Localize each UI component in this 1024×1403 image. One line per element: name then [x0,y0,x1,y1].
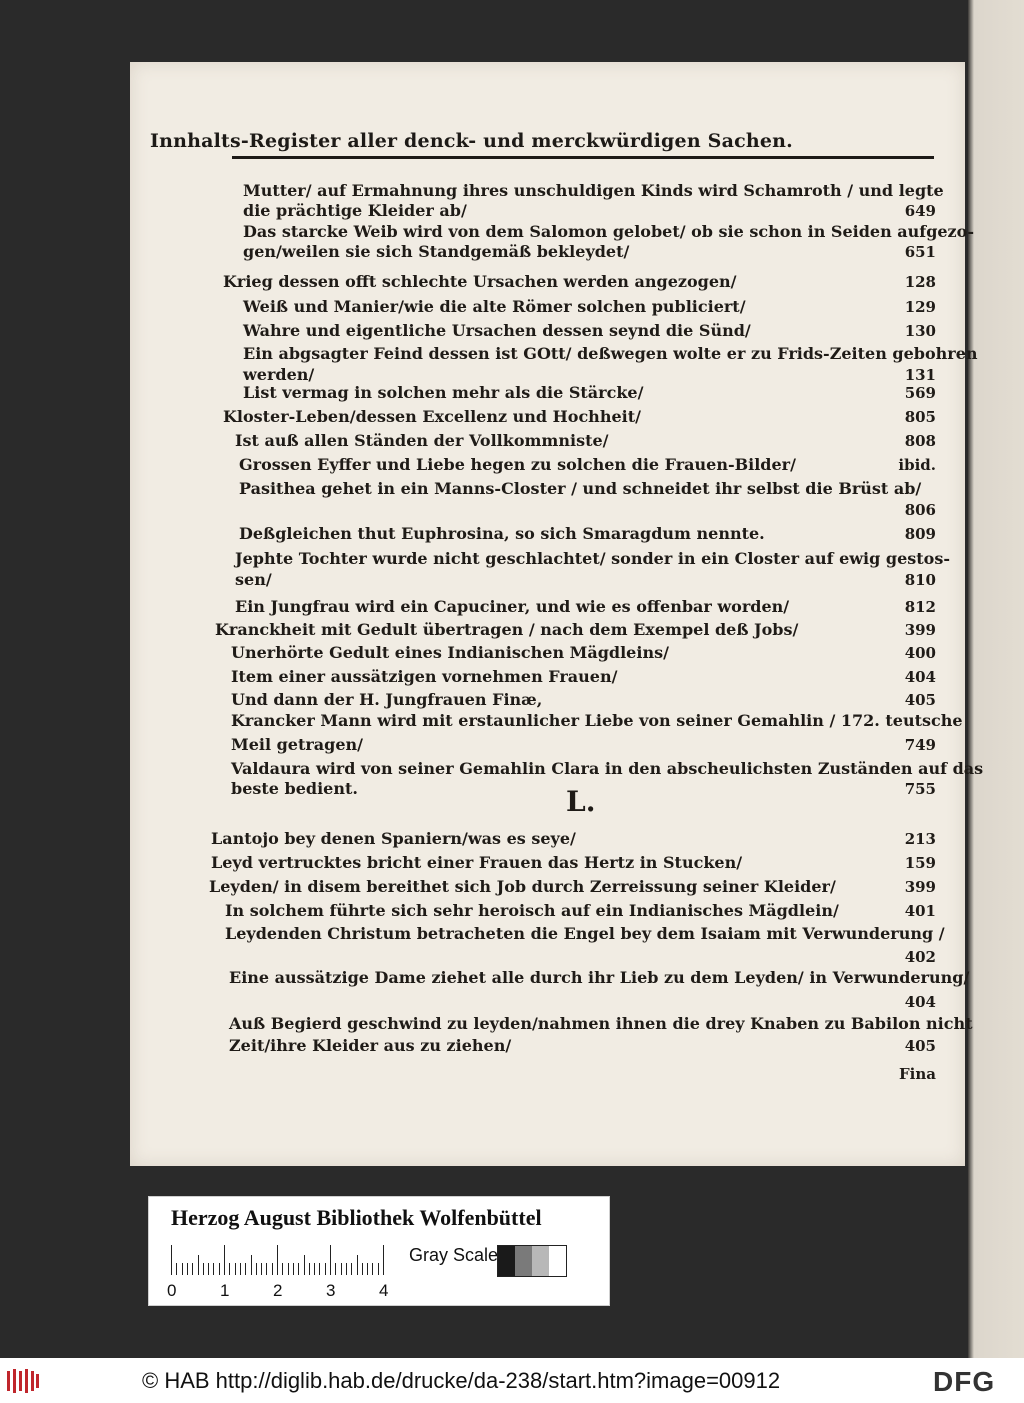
ruler-tick [298,1263,299,1275]
entry-page-number: 399 [904,878,936,896]
entry-page-number: 401 [904,902,936,920]
entry-text: Leyd vertrucktes bricht einer Frauen das Hertz in Stucken/ [211,853,743,872]
entry-page-number: 405 [904,691,936,709]
ruler-tick [372,1263,373,1275]
entry-page-number: 809 [904,525,936,543]
ruler-tick [330,1245,331,1275]
entry-page-number: 129 [904,298,936,316]
entry-page-number: 808 [904,432,936,450]
ruler-tick [182,1263,183,1275]
copyright-url: © HAB http://diglib.hab.de/drucke/da-238/start.htm?image=00912 [142,1368,781,1393]
entry-page-number: 569 [904,384,936,402]
entry-text: Grossen Eyffer und Liebe hegen zu solchen die Frauen-Bilder/ [239,455,796,474]
entry-text: Eine aussätzige Dame ziehet alle durch ihr Lieb zu dem Leyden/ in Verwunderung/ [229,968,970,987]
ruler-tick [224,1245,225,1275]
ruler-tick [341,1263,342,1275]
ruler-tick [203,1263,204,1275]
hab-logo-icon [6,1368,40,1394]
entry-page-number: 404 [904,993,936,1011]
dfg-logo: DFG [933,1366,996,1397]
entry-text: Lantojo bey denen Spaniern/was es seye/ [211,829,576,848]
entry-text: Pasithea gehet in ein Manns-Closter / und schneidet ihr selbst die Brüst ab/ [239,479,922,498]
entry-page-number: 128 [904,273,936,291]
header-rule [232,156,934,159]
entry-page-number: 810 [904,571,936,589]
ruler-tick [277,1245,278,1275]
entry-text: Wahre und eigentliche Ursachen dessen seynd die Sünd/ [243,321,751,340]
entry-text: Weiß und Manier/wie die alte Römer solchen publiciert/ [243,297,746,316]
entry-text: List vermag in solchen mehr als die Stärcke/ [243,383,644,402]
ruler-tick [378,1263,379,1275]
ruler-tick [187,1263,188,1275]
entry-text: Kloster-Leben/dessen Excellenz und Hochheit/ [223,407,641,426]
entry-text: gen/weilen sie sich Standgemäß bekleydet/ [243,242,630,261]
ruler-tick [176,1263,177,1275]
gray-swatch [515,1246,532,1276]
ruler-tick [304,1255,305,1275]
entry-text: Valdaura wird von seiner Gemahlin Clara in den abscheulichsten Zuständen auf das [231,759,984,778]
entry-page-number: 651 [904,243,936,261]
ruler-tick [272,1263,273,1275]
entry-page-number: 404 [904,668,936,686]
entry-page-number: 806 [904,501,936,519]
ruler-tick [208,1263,209,1275]
section-letter: L. [566,785,596,818]
entry-page-number: 805 [904,408,936,426]
entry-text: die prächtige Kleider ab/ [243,201,467,220]
entry-text: Zeit/ihre Kleider aus zu ziehen/ [229,1036,512,1055]
ruler-tick [235,1263,236,1275]
entry-text: Ist auß allen Ständen der Vollkommniste/ [235,431,609,450]
entry-page-number: 130 [904,322,936,340]
ruler-scale [171,1245,386,1275]
ruler-tick [357,1255,358,1275]
color-scale-bar [148,1196,610,1306]
ruler-label: 0 [167,1281,177,1300]
entry-page-number: 755 [904,780,936,798]
entry-page-number: 402 [904,948,936,966]
ruler-tick [288,1263,289,1275]
entry-text: Mutter/ auf Ermahnung ihres unschuldigen Kinds wird Schamroth / und legte [243,181,944,200]
ruler-label: 1 [220,1281,230,1300]
ruler-tick [245,1263,246,1275]
entry-text: Ein abgsagter Feind dessen ist GOtt/ deßwegen wolte er zu Frids-Zeiten gebohren [243,344,978,363]
ruler-tick [309,1263,310,1275]
ruler-tick [319,1263,320,1275]
entry-text: werden/ [243,365,315,384]
ruler-tick [282,1263,283,1275]
adjacent-page-edge [968,0,1024,1358]
entry-page-number: 812 [904,598,936,616]
ruler-tick [293,1263,294,1275]
ruler-tick [346,1263,347,1275]
entry-text: Deßgleichen thut Euphrosina, so sich Smaragdum nennte. [239,524,765,543]
entry-text: Ein Jungfrau wird ein Capuciner, und wie es offenbar worden/ [235,597,790,616]
entry-page-number: 213 [904,830,936,848]
gray-swatch [498,1246,515,1276]
entry-text: Jephte Tochter wurde nicht geschlachtet/ sonder in ein Closter auf ewig gestos- [235,549,950,568]
ruler-tick [351,1263,352,1275]
entry-page-number: ibid. [898,456,936,474]
entry-text: Item einer aussätzigen vornehmen Frauen/ [231,667,618,686]
ruler-label: 3 [326,1281,336,1300]
ruler-tick [325,1263,326,1275]
entry-text: Das starcke Weib wird von dem Salomon gelobet/ ob sie schon in Seiden aufgezo- [243,222,974,241]
ruler-tick [213,1263,214,1275]
entry-page-number: 749 [904,736,936,754]
entry-text: Krieg dessen offt schlechte Ursachen werden angezogen/ [223,272,737,291]
entry-text: Auß Begierd geschwind zu leyden/nahmen ihnen die drey Knaben zu Babilon nicht [229,1014,973,1033]
ruler-tick [335,1263,336,1275]
ruler-tick [256,1263,257,1275]
entry-page-number: 131 [904,366,936,384]
footer-bar [0,1358,1024,1403]
page-header: Innhalts-Register aller denck- und merckwürdigen Sachen. [150,130,793,152]
entry-text: Unerhörte Gedult eines Indianischen Mägdleins/ [231,643,669,662]
entry-text: beste bedient. [231,779,358,798]
ruler-tick [383,1245,384,1275]
entry-page-number: Fina [899,1065,936,1083]
entry-text: Und dann der H. Jungfrauen Finæ, [231,690,543,709]
entry-text: sen/ [235,570,272,589]
ruler-tick [362,1263,363,1275]
entry-text: Krancker Mann wird mit erstaunlicher Liebe von seiner Gemahlin / 172. teutsche [231,711,963,730]
entry-text: Kranckheit mit Gedult übertragen / nach dem Exempel deß Jobs/ [215,620,799,639]
ruler-tick [240,1263,241,1275]
gray-scale-swatches [497,1245,567,1277]
ruler-tick [229,1263,230,1275]
entry-page-number: 159 [904,854,936,872]
ruler-tick [198,1255,199,1275]
ruler-tick [171,1245,172,1275]
gray-swatch [549,1246,566,1276]
entry-page-number: 399 [904,621,936,639]
ruler-label: 4 [379,1281,389,1300]
entry-page-number: 405 [904,1037,936,1055]
ruler-tick [251,1255,252,1275]
ruler-tick [367,1263,368,1275]
ruler-tick [219,1263,220,1275]
entry-text: Leydenden Christum betracheten die Engel bey dem Isaiam mit Verwunderung / [225,924,945,943]
gray-scale-label: Gray Scale [409,1245,499,1265]
ruler-tick [261,1263,262,1275]
ruler-tick [266,1263,267,1275]
ruler-tick [192,1263,193,1275]
entry-page-number: 649 [904,202,936,220]
gray-swatch [532,1246,549,1276]
ruler-tick [314,1263,315,1275]
ruler-label: 2 [273,1281,283,1300]
library-name: Herzog August Bibliothek Wolfenbüttel [171,1205,542,1230]
entry-page-number: 400 [904,644,936,662]
entry-text: Meil getragen/ [231,735,364,754]
entry-text: In solchem führte sich sehr heroisch auf ein Indianisches Mägdlein/ [225,901,839,920]
entry-text: Leyden/ in disem bereithet sich Job durch Zerreissung seiner Kleider/ [209,877,836,896]
